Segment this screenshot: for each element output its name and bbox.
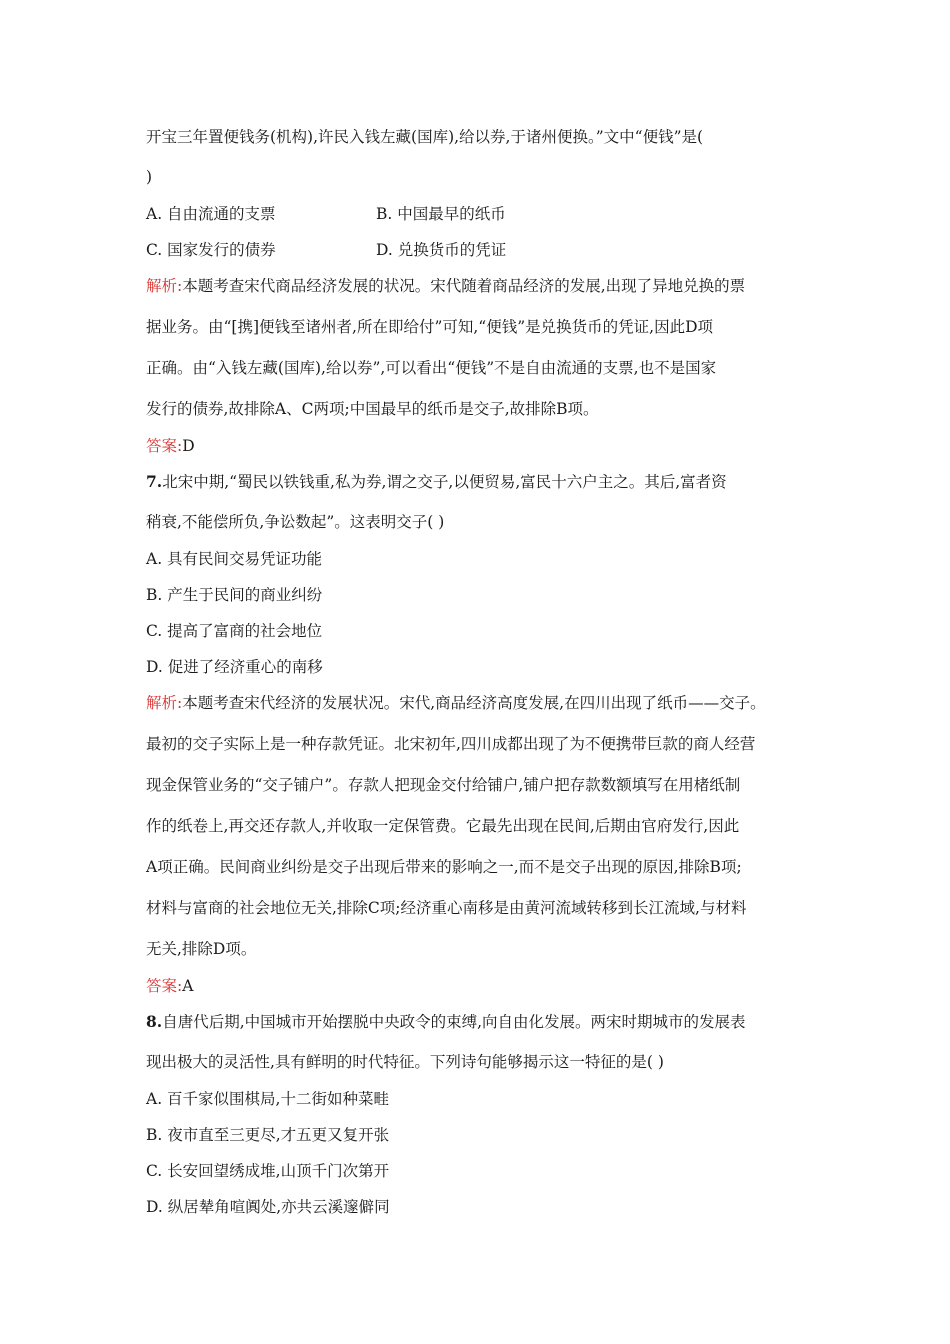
q7-analysis-label: 解析: [146, 694, 183, 712]
q6-analysis-line-4: 发行的债券,故排除A、C两项;中国最早的纸币是交子,故排除B项。 [146, 400, 599, 418]
q8-stem-line-2: 现出极大的灵活性,具有鲜明的时代特征。下列诗句能够揭示这一特征的是( ) [146, 1053, 664, 1071]
q6-answer [146, 436, 195, 456]
q7-analysis-line-3: 现金保管业务的“交子铺户”。存款人把现金交付给铺户,铺户把存款数额填写在用楮纸制 [146, 776, 741, 794]
q7-analysis-line-7: 无关,排除D项。 [146, 940, 257, 958]
q7-option-a: A. 具有民间交易凭证功能 [146, 550, 323, 568]
q6-analysis-line-2: 据业务。由“[携]便钱至诸州者,所在即给付”可知,“便钱”是兑换货币的凭证,因此D项 [146, 318, 714, 336]
q6-stem-line-1: 开宝三年置便钱务(机构),许民入钱左藏(国库),给以券,于诸州便换。”文中“便钱”是( [146, 128, 704, 146]
q6-option-d: D. 兑换货币的凭证 [376, 241, 507, 259]
q6-answer-label: 答案: [146, 437, 183, 455]
q7-analysis-line-2: 最初的交子实际上是一种存款凭证。北宋初年,四川成都出现了为不便携带巨款的商人经营 [146, 735, 756, 753]
q7-option-c: C. 提高了富商的社会地位 [146, 622, 323, 640]
q7-answer-label: 答案: [146, 977, 183, 995]
q7-analysis-line-6: 材料与富商的社会地位无关,排除C项;经济重心南移是由黄河流域转移到长江流域,与材料 [146, 899, 747, 917]
q6-answer-value: D [182, 437, 195, 455]
q6-analysis-text-1: 本题考查宋代商品经济发展的状况。宋代随着商品经济的发展,出现了异地兑换的票 [182, 277, 746, 295]
q7-answer [146, 976, 193, 996]
q7-analysis-line-5: A项正确。民间商业纠纷是交子出现后带来的影响之一,而不是交子出现的原因,排除B项; [146, 858, 742, 876]
q6-option-a: A. 自由流通的支票 [146, 205, 276, 223]
q8-number: 8. [146, 1012, 163, 1031]
q6-option-c: C. 国家发行的债券 [146, 241, 276, 259]
q7-stem-line-1 [146, 472, 727, 492]
q6-option-b: B. 中国最早的纸币 [376, 205, 506, 223]
q7-option-d: D. 促进了经济重心的南移 [146, 658, 323, 676]
q7-number: 7. [146, 472, 163, 491]
q8-option-a: A. 百千家似围棋局,十二街如种菜畦 [146, 1090, 389, 1108]
q7-answer-value: A [182, 977, 194, 995]
q6-analysis-line-1 [146, 276, 745, 296]
q7-analysis-text-1: 本题考查宋代经济的发展状况。宋代,商品经济高度发展,在四川出现了纸币——交子。 [182, 694, 766, 712]
q7-analysis-line-4: 作的纸卷上,再交还存款人,并收取一定保管费。它最先出现在民间,后期由官府发行,因此 [146, 817, 740, 835]
q7-stem-text-1: 北宋中期,“蜀民以铁钱重,私为券,谓之交子,以便贸易,富民十六户主之。其后,富者资 [162, 473, 727, 491]
q6-analysis-line-3: 正确。由“入钱左藏(国库),给以券”,可以看出“便钱”不是自由流通的支票,也不是国家 [146, 359, 717, 377]
q8-option-b: B. 夜市直至三更尽,才五更又复开张 [146, 1126, 390, 1144]
q8-option-c: C. 长安回望绣成堆,山顶千门次第开 [146, 1162, 390, 1180]
q7-stem-line-2: 稍衰,不能偿所负,争讼数起”。这表明交子( ) [146, 513, 445, 531]
q8-option-d: D. 纵居辇角喧阗处,亦共云溪邃僻同 [146, 1198, 390, 1216]
q6-analysis-label: 解析: [146, 277, 183, 295]
q8-stem-text-1: 自唐代后期,中国城市开始摆脱中央政令的束缚,向自由化发展。两宋时期城市的发展表 [162, 1013, 746, 1031]
q8-stem-line-1 [146, 1012, 746, 1032]
q6-stem-line-2: ) [146, 168, 153, 186]
q7-analysis-line-1 [146, 693, 766, 713]
q7-option-b: B. 产生于民间的商业纠纷 [146, 586, 323, 604]
